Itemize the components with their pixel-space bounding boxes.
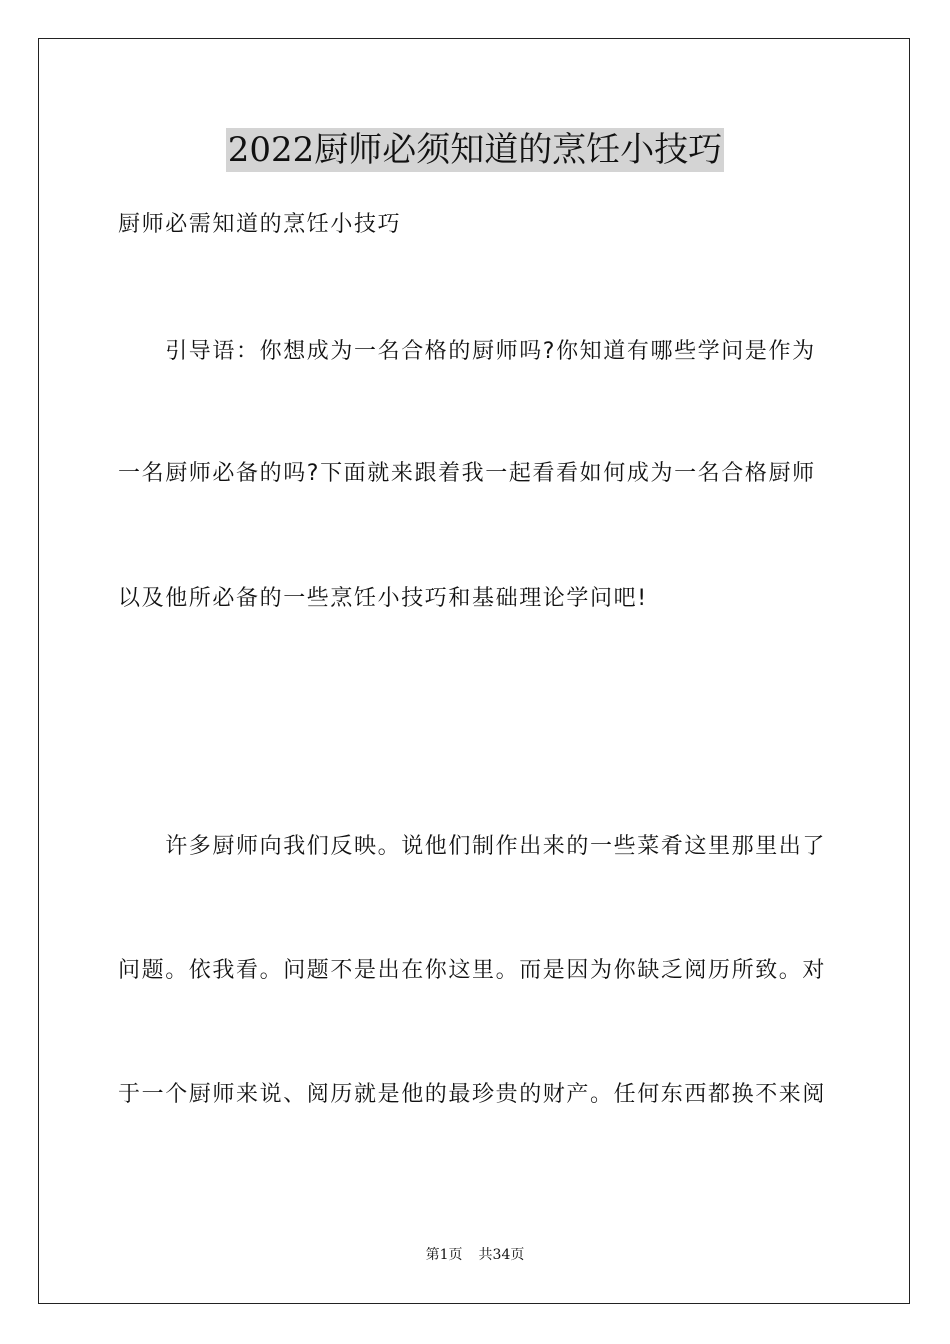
paragraph-line: 于一个厨师来说、阅历就是他的最珍贵的财产。任何东西都换不来阅 <box>118 1082 827 1107</box>
page-number: 第1页 <box>425 1247 463 1263</box>
paragraph-line: 引导语：你想成为一名合格的厨师吗?你知道有哪些学问是作为 <box>118 339 816 364</box>
document-title: 2022厨师必须知道的烹饪小技巧 <box>227 130 723 170</box>
page-footer <box>0 1246 950 1264</box>
paragraph-line: 问题。依我看。问题不是出在你这里。而是因为你缺乏阅历所致。对 <box>118 958 827 983</box>
page-total: 共34页 <box>478 1247 525 1263</box>
paragraph-line: 以及他所必备的一些烹饪小技巧和基础理论学问吧! <box>118 586 648 611</box>
paragraph-line: 许多厨师向我们反映。说他们制作出来的一些菜肴这里那里出了 <box>118 834 827 859</box>
document-title-container <box>0 128 950 172</box>
document-subtitle: 厨师必需知道的烹饪小技巧 <box>118 212 402 237</box>
paragraph-line: 一名厨师必备的吗?下面就来跟着我一起看看如何成为一名合格厨师 <box>118 461 816 486</box>
